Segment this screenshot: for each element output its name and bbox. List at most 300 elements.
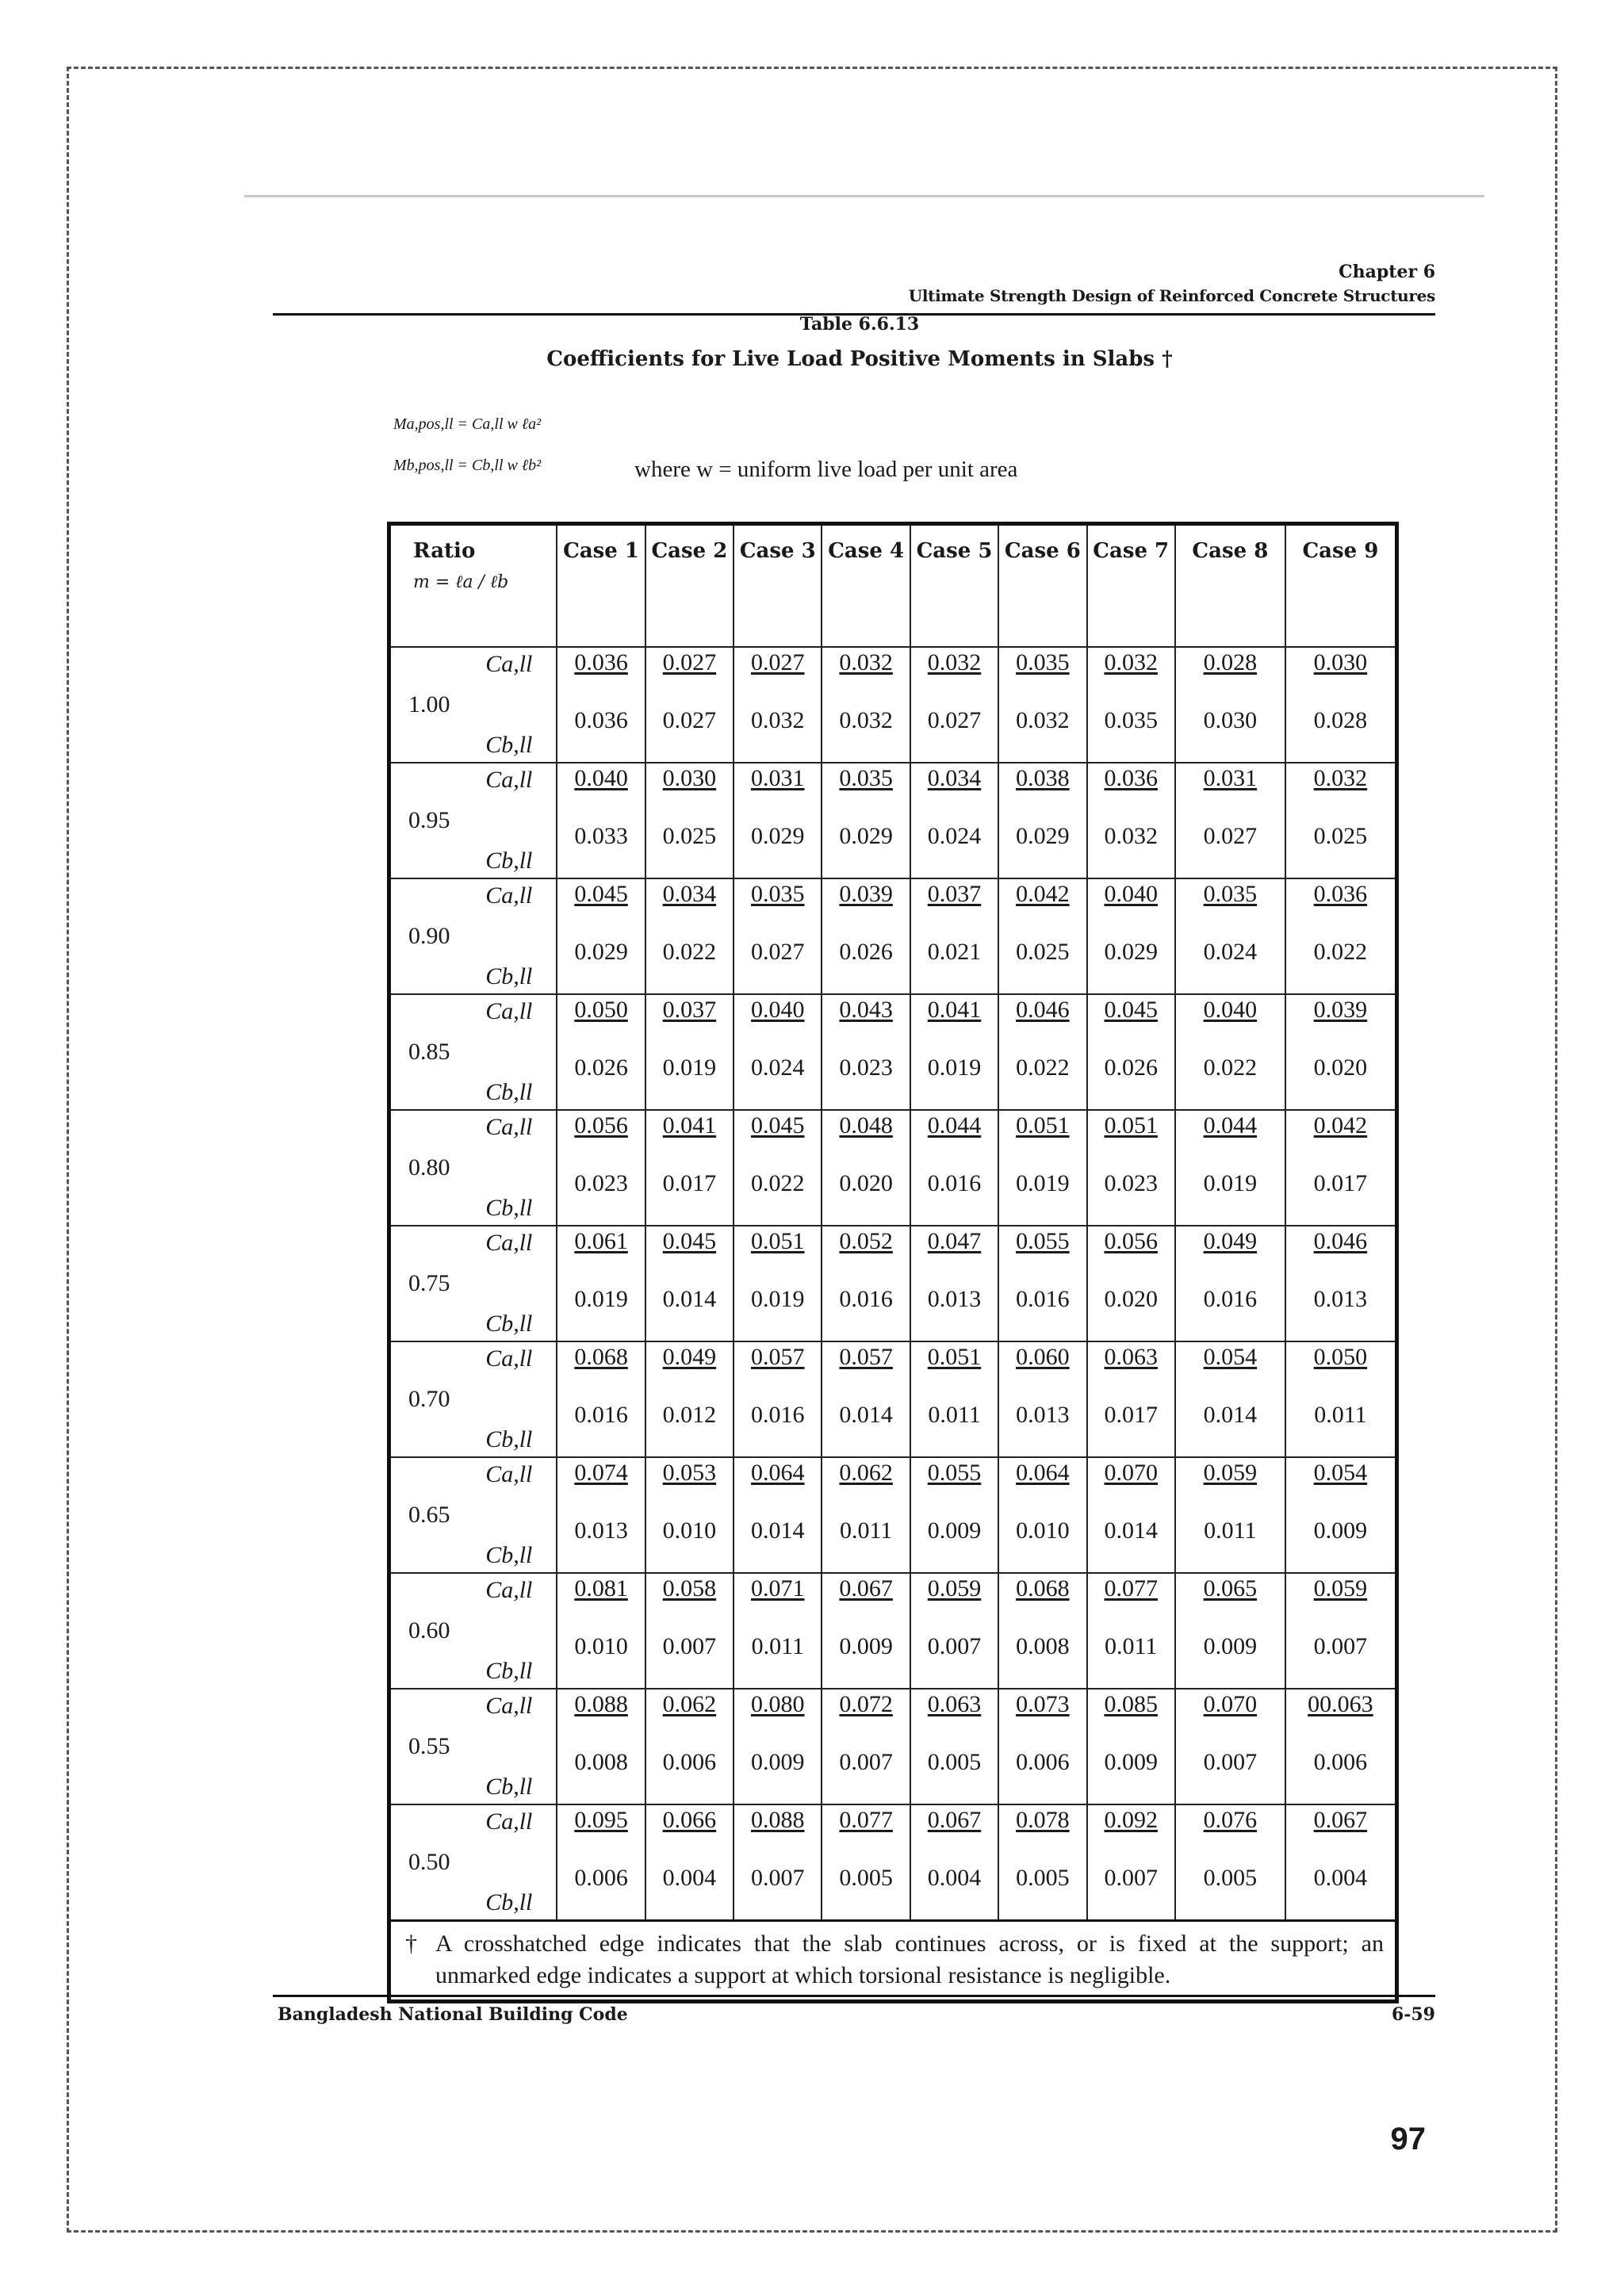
ca-value: 0.054 [1313,1460,1368,1486]
case-header: Case 1 [557,524,645,648]
cb-cell: 0.029 [1087,936,1175,994]
ca-value: 0.049 [662,1344,717,1370]
cb-cell: 0.013 [557,1514,645,1573]
ca-cell [645,1226,733,1283]
ca-value: 0.051 [1104,1112,1158,1138]
cb-cell: 0.023 [557,1167,645,1226]
ca-cell [822,1689,910,1746]
ca-cell [645,1457,733,1514]
ca-cell [1285,1689,1397,1746]
ca-cell [822,878,910,936]
ca-cell [645,878,733,936]
table-row [389,1573,1397,1630]
cb-cell: 0.019 [1175,1167,1285,1226]
ca-cell [998,1689,1086,1746]
ca-cell [733,878,822,936]
ca-cell [1087,994,1175,1051]
cb-cell: 0.010 [645,1514,733,1573]
ca-cell [1285,1457,1397,1514]
ca-value: 0.055 [927,1460,982,1486]
ca-cell [910,1689,998,1746]
ca-label: Ca,ll [485,882,533,909]
cb-cell: 0.029 [557,936,645,994]
ca-cell [998,878,1086,936]
ca-cell [822,994,910,1051]
cb-cell: 0.023 [822,1051,910,1110]
ca-value: 0.080 [751,1691,805,1717]
cb-cell: 0.007 [910,1630,998,1689]
ca-value: 0.037 [927,881,982,907]
ca-value: 0.068 [574,1344,628,1370]
cb-cell: 0.014 [1175,1399,1285,1457]
chapter-label: Chapter 6 [1339,262,1435,282]
cb-label: Cb,ll [485,1426,533,1452]
ca-value: 00.063 [1308,1691,1373,1717]
ca-cell [1175,1341,1285,1399]
ca-value: 0.036 [574,649,628,675]
ca-cell [645,1110,733,1167]
ca-cell [645,647,733,704]
ca-value: 0.051 [1016,1112,1070,1138]
ca-label: Ca,ll [485,1808,533,1835]
ratio-cell [389,1457,557,1573]
case-header: Case 6 [998,524,1086,648]
ca-cell [557,1110,645,1167]
ratio-equation: m = ℓa / ℓb [413,572,509,592]
table-title: Coefficients for Live Load Positive Moments in Slabs † [546,347,1173,371]
case-header: Case 9 [1285,524,1397,648]
cb-cell: 0.027 [1175,820,1285,878]
ratio-value: 0.50 [408,1849,450,1875]
ca-value: 0.035 [751,881,805,907]
ca-cell [1285,647,1397,704]
ca-label: Ca,ll [485,1577,533,1603]
ca-cell [557,1804,645,1862]
ca-cell [910,763,998,820]
ratio-value: 0.95 [408,807,450,833]
ca-value: 0.076 [1203,1807,1258,1833]
cb-cell: 0.009 [822,1630,910,1689]
ratio-value: 0.75 [408,1270,450,1296]
ca-cell [1285,878,1397,936]
ca-value: 0.034 [927,765,982,791]
ca-value: 0.051 [927,1344,982,1370]
cb-cell: 0.026 [557,1051,645,1110]
ca-value: 0.039 [1313,997,1368,1023]
cb-cell: 0.022 [1285,936,1397,994]
cb-cell: 0.012 [645,1399,733,1457]
ca-cell [1285,1573,1397,1630]
cb-cell: 0.035 [1087,704,1175,763]
ca-cell [1087,1110,1175,1167]
ca-cell [557,1226,645,1283]
ca-cell [1175,994,1285,1051]
ca-value: 0.057 [751,1344,805,1370]
cb-cell: 0.024 [910,820,998,878]
cb-cell: 0.011 [822,1514,910,1573]
ca-cell [822,1341,910,1399]
cb-label: Cb,ll [485,963,533,989]
ca-value: 0.032 [1104,649,1158,675]
ca-value: 0.027 [662,649,717,675]
cb-cell: 0.011 [910,1399,998,1457]
ratio-label: Ratio [413,539,476,563]
ca-value: 0.041 [927,997,982,1023]
ca-value: 0.041 [662,1112,717,1138]
ca-cell [998,994,1086,1051]
ca-value: 0.045 [662,1228,717,1254]
table-row [389,878,1397,936]
ca-value: 0.055 [1016,1228,1070,1254]
ca-label: Ca,ll [485,651,533,677]
table-row [389,1341,1397,1399]
ca-cell [645,763,733,820]
ca-cell [733,1457,822,1514]
ca-cell [1087,878,1175,936]
ca-cell [822,763,910,820]
ca-cell [910,1110,998,1167]
ca-label: Ca,ll [485,1693,533,1719]
case-header: Case 3 [733,524,822,648]
ratio-value: 0.85 [408,1039,450,1065]
ca-cell [1175,1804,1285,1862]
ca-cell [1175,763,1285,820]
ca-value: 0.064 [1016,1460,1070,1486]
ca-value: 0.049 [1203,1228,1258,1254]
cb-cell: 0.006 [998,1746,1086,1804]
ca-cell [910,1573,998,1630]
ca-value: 0.042 [1016,881,1070,907]
ca-cell [998,1341,1086,1399]
cb-cell: 0.024 [733,1051,822,1110]
ca-cell [1285,994,1397,1051]
ratio-value: 0.60 [408,1617,450,1644]
ca-value: 0.058 [662,1575,717,1601]
table-row [389,1457,1397,1514]
ca-cell [1087,1573,1175,1630]
cb-cell: 0.004 [1285,1862,1397,1921]
ca-value: 0.028 [1203,649,1258,675]
ca-cell [1285,1341,1397,1399]
cb-label: Cb,ll [485,732,533,758]
ca-cell [822,1457,910,1514]
cb-cell: 0.022 [645,936,733,994]
ca-cell [645,1341,733,1399]
ca-cell [1175,647,1285,704]
ratio-value: 0.65 [408,1502,450,1528]
cb-cell: 0.021 [910,936,998,994]
ca-value: 0.040 [1104,881,1158,907]
ca-cell [557,763,645,820]
ca-value: 0.074 [574,1460,628,1486]
ca-value: 0.032 [1313,765,1368,791]
ca-cell [733,1689,822,1746]
cb-label: Cb,ll [485,1658,533,1684]
ca-label: Ca,ll [485,1461,533,1487]
ca-value: 0.077 [1104,1575,1158,1601]
cb-label: Cb,ll [485,1889,533,1915]
cb-cell: 0.007 [1175,1746,1285,1804]
cb-cell: 0.029 [733,820,822,878]
table-row [389,994,1397,1051]
cb-cell: 0.006 [1285,1746,1397,1804]
cb-label: Cb,ll [485,1195,533,1221]
ca-cell [998,1804,1086,1862]
cb-cell: 0.036 [557,704,645,763]
ca-cell [1087,1341,1175,1399]
ca-value: 0.095 [574,1807,628,1833]
ca-cell [910,994,998,1051]
ca-cell [733,1226,822,1283]
ca-cell [998,1457,1086,1514]
ca-cell [1087,647,1175,704]
cb-cell: 0.033 [557,820,645,878]
ca-cell [1285,1804,1397,1862]
ca-value: 0.059 [1203,1460,1258,1486]
cb-cell: 0.005 [998,1862,1086,1921]
ca-value: 0.042 [1313,1112,1368,1138]
ca-value: 0.062 [839,1460,893,1486]
footnote-mark: † [405,1931,417,1957]
ca-value: 0.065 [1203,1575,1258,1601]
ca-value: 0.044 [1203,1112,1258,1138]
ratio-cell [389,1226,557,1341]
ca-cell [998,1226,1086,1283]
cb-label: Cb,ll [485,1311,533,1337]
ratio-cell [389,994,557,1110]
cb-cell: 0.027 [733,936,822,994]
ca-cell [733,1573,822,1630]
cb-cell: 0.009 [1175,1630,1285,1689]
ca-cell [733,1341,822,1399]
cb-cell: 0.029 [822,820,910,878]
ca-value: 0.056 [574,1112,628,1138]
cb-cell: 0.009 [910,1514,998,1573]
ca-value: 0.031 [1203,765,1258,791]
cb-cell: 0.025 [998,936,1086,994]
ca-value: 0.088 [574,1691,628,1717]
ca-value: 0.067 [927,1807,982,1833]
ca-value: 0.035 [1016,649,1070,675]
ca-cell [822,1110,910,1167]
cb-cell: 0.024 [1175,936,1285,994]
cb-cell: 0.013 [910,1283,998,1341]
ratio-cell [389,1804,557,1921]
cb-cell: 0.017 [1285,1167,1397,1226]
ca-value: 0.034 [662,881,717,907]
cb-cell: 0.032 [733,704,822,763]
cb-cell: 0.022 [733,1167,822,1226]
ca-cell [1175,1226,1285,1283]
cb-cell: 0.017 [1087,1399,1175,1457]
ca-cell [1285,763,1397,820]
ca-value: 0.067 [839,1575,893,1601]
ca-value: 0.031 [751,765,805,791]
ca-cell [910,647,998,704]
ca-cell [557,1341,645,1399]
ca-value: 0.077 [839,1807,893,1833]
cb-cell: 0.025 [645,820,733,878]
cb-cell: 0.007 [733,1862,822,1921]
ratio-header [389,524,557,648]
cb-cell: 0.019 [733,1283,822,1341]
cb-cell: 0.008 [557,1746,645,1804]
cb-cell: 0.032 [1087,820,1175,878]
ca-value: 0.043 [839,997,893,1023]
ca-cell [1175,878,1285,936]
ca-value: 0.067 [1313,1807,1368,1833]
ca-value: 0.060 [1016,1344,1070,1370]
ca-value: 0.054 [1203,1344,1258,1370]
case-header: Case 4 [822,524,910,648]
ca-value: 0.053 [662,1460,717,1486]
ca-cell [1175,1689,1285,1746]
ca-value: 0.032 [839,649,893,675]
cb-cell: 0.016 [822,1283,910,1341]
top-rule [244,195,1484,197]
cb-cell: 0.016 [733,1399,822,1457]
cb-cell: 0.013 [1285,1283,1397,1341]
table-row [389,763,1397,820]
cb-cell: 0.014 [822,1399,910,1457]
ca-cell [998,1573,1086,1630]
ca-label: Ca,ll [485,1345,533,1372]
ca-cell [733,647,822,704]
cb-cell: 0.027 [645,704,733,763]
ratio-value: 0.55 [408,1733,450,1759]
cb-cell: 0.032 [822,704,910,763]
ca-cell [1175,1457,1285,1514]
ca-cell [1087,1457,1175,1514]
cb-cell: 0.026 [1087,1051,1175,1110]
ca-value: 0.046 [1016,997,1070,1023]
cb-cell: 0.020 [1285,1051,1397,1110]
ca-value: 0.063 [927,1691,982,1717]
ca-value: 0.092 [1104,1807,1158,1833]
ca-value: 0.045 [1104,997,1158,1023]
ca-value: 0.063 [1104,1344,1158,1370]
ca-value: 0.032 [927,649,982,675]
ratio-cell [389,878,557,994]
ca-value: 0.061 [574,1228,628,1254]
running-header [909,260,1435,308]
footnote-text: A crosshatched edge indicates that the slab continues across, or is fixed at the support; an unmarked edge indicates a support at which torsional resistance is negligible. [435,1931,1384,1988]
ca-value: 0.073 [1016,1691,1070,1717]
ca-value: 0.035 [839,765,893,791]
cb-cell: 0.023 [1087,1167,1175,1226]
cb-cell: 0.005 [910,1746,998,1804]
ca-value: 0.070 [1203,1691,1258,1717]
ratio-value: 1.00 [408,691,450,718]
ca-cell [557,878,645,936]
case-header: Case 8 [1175,524,1285,648]
ca-cell [557,994,645,1051]
cb-cell: 0.014 [733,1514,822,1573]
cb-cell: 0.019 [557,1283,645,1341]
cb-cell: 0.020 [822,1167,910,1226]
cb-cell: 0.016 [910,1167,998,1226]
cb-cell: 0.010 [557,1630,645,1689]
ratio-value: 0.90 [408,923,450,949]
ca-value: 0.036 [1104,765,1158,791]
ca-cell [910,1341,998,1399]
cb-cell: 0.019 [645,1051,733,1110]
ca-cell [557,1573,645,1630]
cb-cell: 0.007 [645,1630,733,1689]
ca-cell [1087,1689,1175,1746]
cb-cell: 0.004 [645,1862,733,1921]
ca-value: 0.064 [751,1460,805,1486]
table-row [389,1110,1397,1167]
cb-cell: 0.016 [998,1283,1086,1341]
ratio-cell [389,1110,557,1226]
ca-label: Ca,ll [485,767,533,793]
ca-value: 0.030 [1313,649,1368,675]
cb-cell: 0.028 [1285,704,1397,763]
ratio-value: 0.80 [408,1154,450,1181]
case-header: Case 2 [645,524,733,648]
table-row [389,1226,1397,1283]
table-header-row [389,524,1397,648]
ca-cell [1087,1804,1175,1862]
ca-cell [1175,1110,1285,1167]
ca-value: 0.062 [662,1691,717,1717]
cb-label: Cb,ll [485,1079,533,1105]
ca-cell [733,763,822,820]
cb-cell: 0.032 [998,704,1086,763]
ca-cell [998,1110,1086,1167]
table-row [389,647,1397,704]
cb-cell: 0.014 [645,1283,733,1341]
cb-cell: 0.004 [910,1862,998,1921]
ca-value: 0.040 [1203,997,1258,1023]
cb-cell: 0.005 [1175,1862,1285,1921]
cb-cell: 0.016 [1175,1283,1285,1341]
ca-value: 0.040 [751,997,805,1023]
ca-cell [557,1689,645,1746]
ca-value: 0.035 [1203,881,1258,907]
cb-label: Cb,ll [485,848,533,874]
cb-cell: 0.007 [1285,1630,1397,1689]
cb-cell: 0.017 [645,1167,733,1226]
ca-value: 0.081 [574,1575,628,1601]
formula-b: Mb,pos,ll = Cb,ll w ℓb² [393,457,542,474]
ca-cell [733,994,822,1051]
cb-cell: 0.006 [645,1746,733,1804]
ca-cell [910,1804,998,1862]
cb-cell: 0.007 [822,1746,910,1804]
ca-cell [910,1226,998,1283]
ca-cell [1087,1226,1175,1283]
ca-value: 0.059 [1313,1575,1368,1601]
ca-cell [733,1110,822,1167]
ratio-cell [389,1689,557,1804]
cb-cell: 0.022 [998,1051,1086,1110]
cb-cell: 0.013 [998,1399,1086,1457]
ca-value: 0.027 [751,649,805,675]
cb-cell: 0.008 [998,1630,1086,1689]
cb-cell: 0.011 [1175,1514,1285,1573]
ca-label: Ca,ll [485,1230,533,1256]
ca-cell [1285,1110,1397,1167]
cb-cell: 0.025 [1285,820,1397,878]
ca-cell [998,763,1086,820]
ca-cell [910,878,998,936]
ca-value: 0.044 [927,1112,982,1138]
ca-value: 0.048 [839,1112,893,1138]
ca-cell [822,647,910,704]
table-body [389,647,1397,2002]
